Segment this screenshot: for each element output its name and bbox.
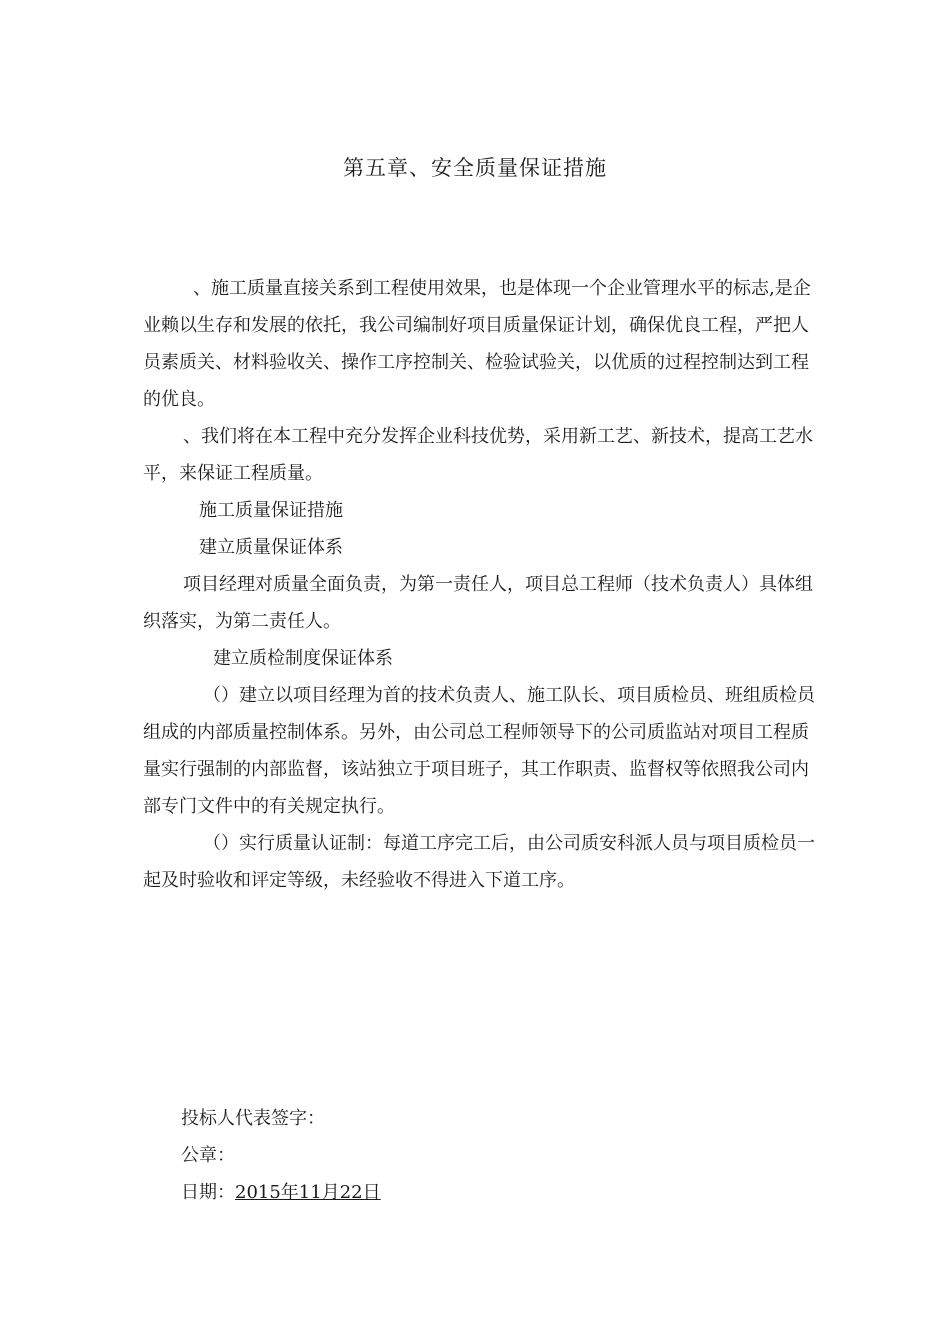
paragraph-internal-control: （）建立以项目经理为首的技术负责人、施工队长、项目质检员、班组质检员组成的内部质量控制体系。另外，由公司总工程师领导下的公司质监站对项目工程质量实行强制的内部监督，该站独立于项目班子，其工作职责、监督权等依照我公司内部专门文件中的有关规定执行。 [143, 685, 815, 817]
paragraph-responsibility: 项目经理对质量全面负责，为第一责任人，项目总工程师（技术负责人）具体组织落实，为第二责任人。 [143, 574, 813, 632]
section-heading-quality-measures: 施工质量保证措施 [199, 500, 343, 521]
section-heading-inspection-system: 建立质检制度保证体系 [213, 648, 393, 669]
section-heading-quality-system: 建立质量保证体系 [199, 537, 343, 558]
signature-block [181, 1100, 381, 1211]
paragraph-2: 、我们将在本工程中充分发挥企业科技优势，采用新工艺、新技术，提高工艺水平，来保证工程质量。 [143, 426, 813, 484]
paragraph-1: 、施工质量直接关系到工程使用效果，也是体现一个企业管理水平的标志,是企业赖以生存和发展的依托，我公司编制好项目质量保证计划，确保优良工程，严把人员素质关、材料验收关、操作工序控制关、检验试验关，以优质的过程控制达到工程的优良。 [143, 278, 811, 410]
date-value: 2015年11月22日 [235, 1182, 381, 1203]
representative-signature-label: 投标人代表签字： [181, 1108, 325, 1129]
document-body [143, 270, 815, 899]
seal-label: 公章： [181, 1145, 235, 1166]
paragraph-certification: （）实行质量认证制：每道工序完工后，由公司质安科派人员与项目质检员一起及时验收和评定等级，未经验收不得进入下道工序。 [143, 833, 815, 891]
chapter-title: 第五章、安全质量保证措施 [343, 156, 607, 180]
date-line [181, 1174, 381, 1211]
date-label: 日期： [181, 1182, 235, 1203]
